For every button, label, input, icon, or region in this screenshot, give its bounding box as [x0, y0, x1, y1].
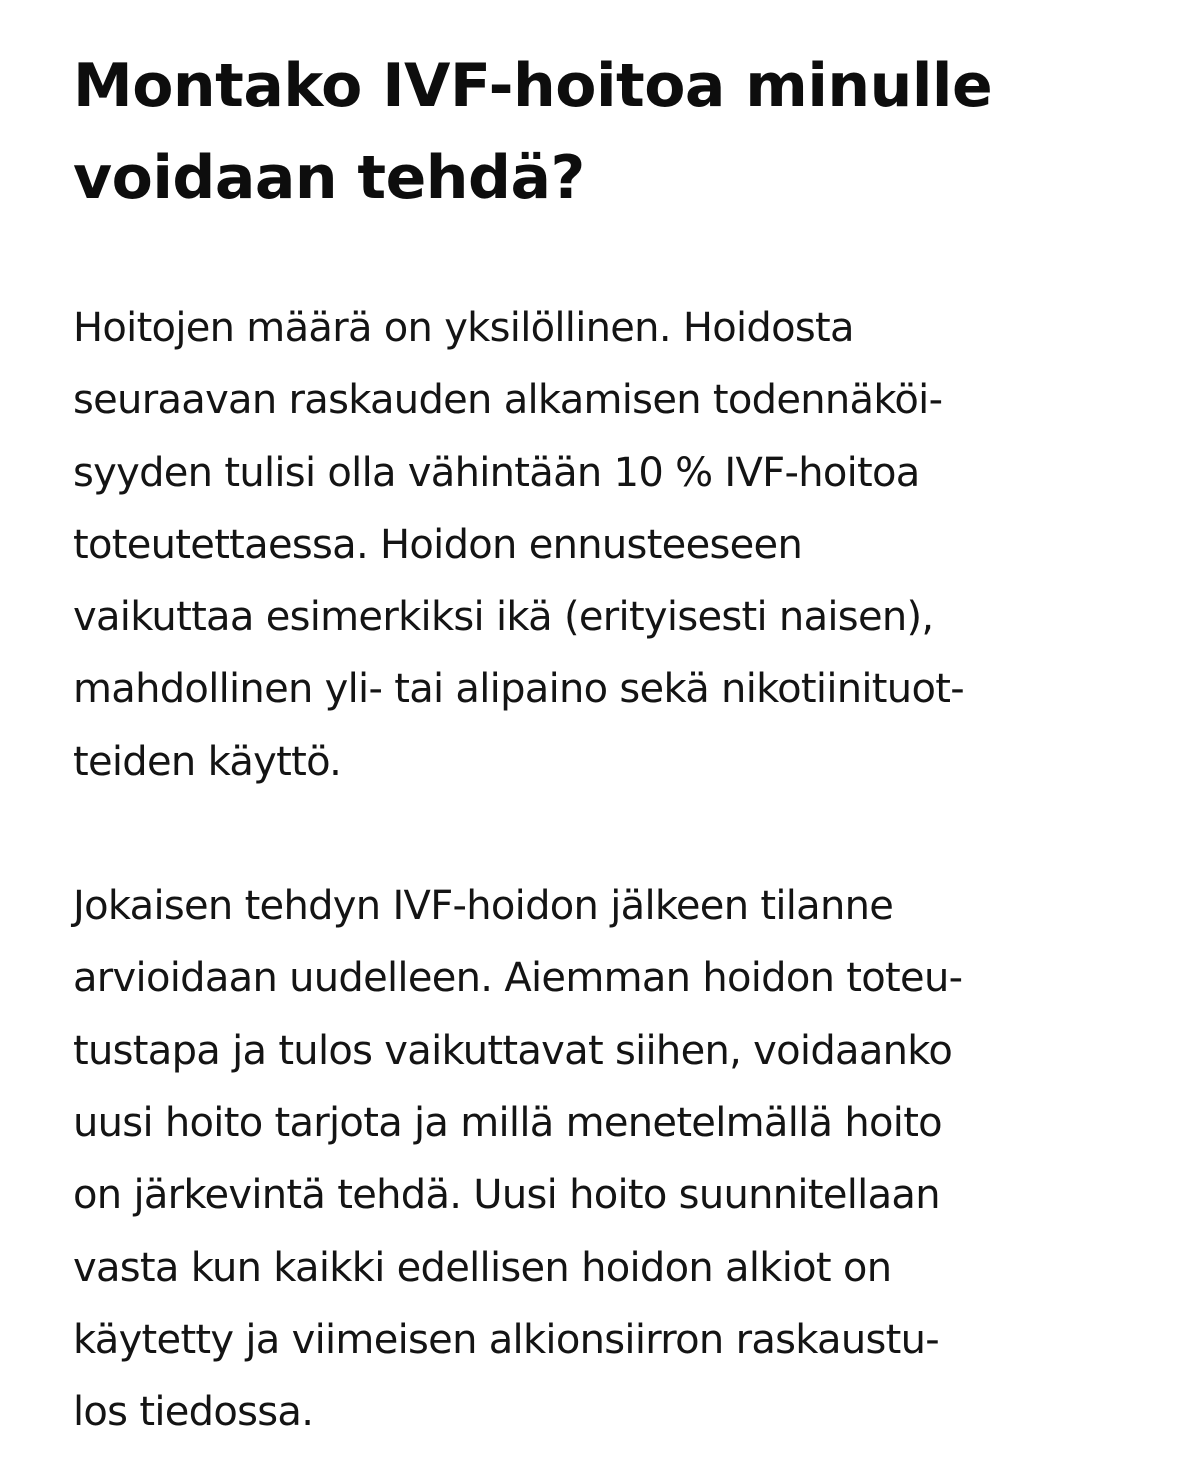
article	[73, 40, 1133, 1448]
paragraph-treatment-count	[73, 292, 1133, 798]
paragraph-reassessment	[73, 870, 1133, 1448]
paragraph-line: Hoitojen määrä on yksilöllinen. Hoidosta	[73, 305, 854, 351]
paragraph-line: teiden käyttö.	[73, 738, 342, 785]
paragraph-line: Jokaisen tehdyn IVF-hoidon jälkeen tilanne	[73, 883, 894, 930]
paragraph-line: los tiedossa.	[73, 1389, 314, 1436]
paragraph-line: toteutettaessa. Hoidon ennusteeseen	[73, 521, 803, 568]
paragraph-line: arvioidaan uudelleen. Aiemman hoidon toteu-	[73, 955, 963, 1002]
paragraph-line: seuraavan raskauden alkamisen todennäköi-	[73, 377, 943, 424]
paragraph-line: tustapa ja tulos vaikuttavat siihen, voidaanko	[73, 1027, 953, 1074]
title-line: voidaan tehdä?	[73, 143, 585, 213]
paragraph-line: mahdollinen yli- tai alipaino sekä nikotiinituot-	[73, 666, 964, 713]
paragraph-line: käytetty ja viimeisen alkionsiirron raskaustu-	[73, 1316, 940, 1363]
title-line: Montako IVF-hoitoa minulle	[73, 51, 993, 121]
paragraph-line: vasta kun kaikki edellisen hoidon alkiot on	[73, 1244, 892, 1291]
paragraph-line: vaikuttaa esimerkiksi ikä (erityisesti naisen),	[73, 594, 934, 641]
paragraph-line: on järkevintä tehdä. Uusi hoito suunnitellaan	[73, 1172, 940, 1219]
paragraph-line: syyden tulisi olla vähintään 10 % IVF-hoitoa	[73, 449, 920, 496]
article-title	[73, 40, 1133, 224]
paragraph-line: uusi hoito tarjota ja millä menetelmällä hoito	[73, 1099, 942, 1146]
